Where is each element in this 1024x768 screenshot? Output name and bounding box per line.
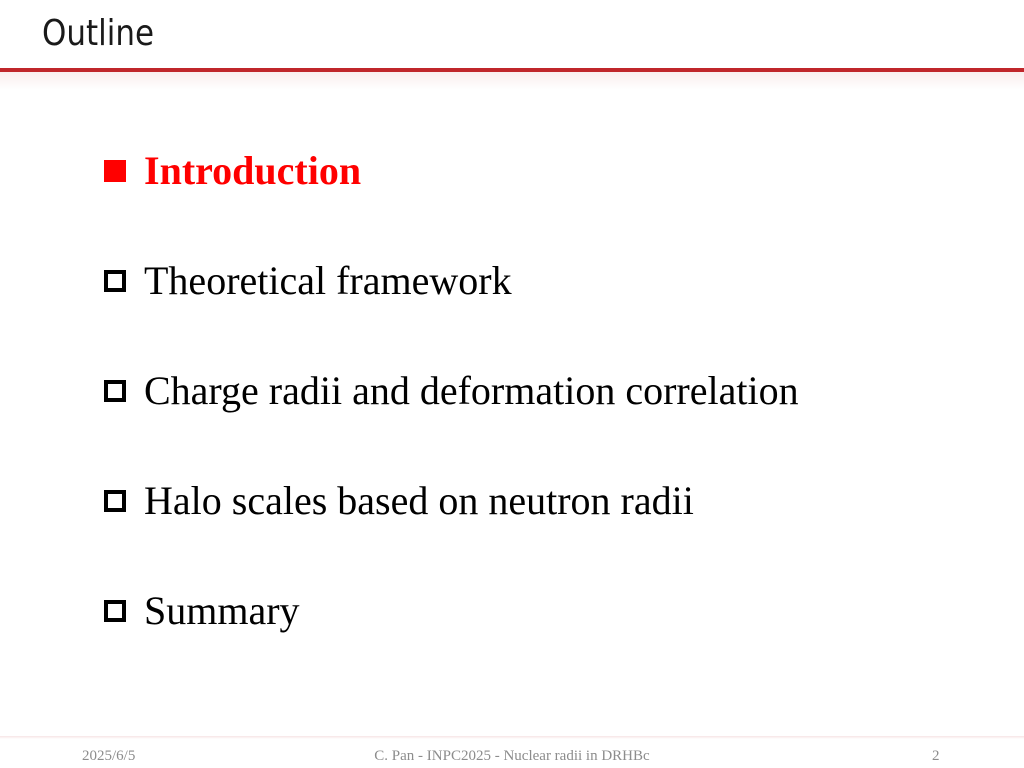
outline-item-summary: [104, 580, 799, 642]
slide-title: Outline: [42, 13, 155, 54]
hollow-square-icon: [104, 380, 126, 402]
outline-item-theoretical-framework: [104, 250, 799, 312]
filled-square-icon: [104, 160, 126, 182]
footer-date: 2025/6/5: [82, 748, 136, 764]
outline-list: [104, 140, 799, 690]
hollow-square-icon: [104, 600, 126, 622]
title-divider-shadow: [0, 72, 1024, 90]
outline-item-label: Halo scales based on neutron radii: [144, 478, 694, 523]
outline-item-label: Charge radii and deformation correlation: [144, 368, 799, 413]
outline-item-label: Theoretical framework: [144, 258, 512, 303]
outline-item-introduction: [104, 140, 799, 202]
outline-item-label: Introduction: [144, 148, 362, 193]
footer-page-number: 2: [932, 748, 940, 764]
outline-item-label: Summary: [144, 588, 300, 633]
outline-item-halo-scales: [104, 470, 799, 532]
outline-item-charge-radii: [104, 360, 799, 422]
hollow-square-icon: [104, 270, 126, 292]
hollow-square-icon: [104, 490, 126, 512]
footer-divider: [0, 736, 1024, 739]
footer-presentation-info: C. Pan - INPC2025 - Nuclear radii in DRHBc: [374, 748, 650, 764]
